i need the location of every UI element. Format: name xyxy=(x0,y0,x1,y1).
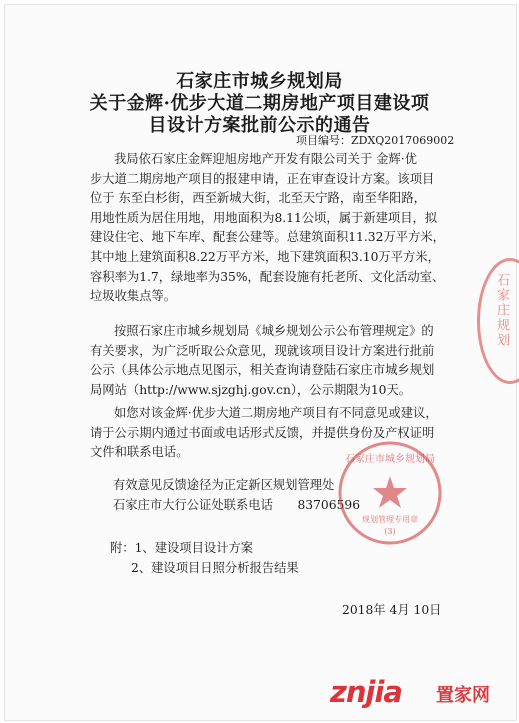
issuer-title: 石家庄市城乡规划局 xyxy=(176,71,343,92)
paragraph-line: 如您对该金辉·优步大道二期房地产项目有不同意见或建议， xyxy=(114,406,438,420)
contact-phone: 石家庄市大行公证处联系电话 83706596 xyxy=(113,498,361,512)
paragraph-line: 公示（具体公示地点见图示，相关查询请登陆石家庄市城乡规划 xyxy=(90,363,435,378)
paragraph-line: 文件和联系电话。 xyxy=(90,445,189,460)
seal-star-icon xyxy=(373,476,407,508)
issue-date: 2018年 4月 10日 xyxy=(342,603,442,617)
seal-text: 石家庄市城乡规划局 xyxy=(345,454,435,465)
project-number: 项目编号：ZDXQ2017069002 xyxy=(296,134,455,147)
official-seal xyxy=(335,438,445,548)
paragraph-publicity xyxy=(90,322,460,400)
paragraph-line: 请于公示期内通过书面或电话形式反馈，并提供身份及产权证明 xyxy=(90,425,435,440)
paragraph-line: 其中地上建筑面积8.22万平方米，地下建筑面积3.10万平方米， xyxy=(90,249,440,264)
paragraph-line: 步大道二期房地产项目的报建申请，正在审查设计方案。该项目 xyxy=(90,171,435,186)
paragraph-line: 有关要求，为广泛听取公众意见，现就该项目设计方案进行批前 xyxy=(90,343,435,358)
watermark-brand-cn: 置家网 xyxy=(436,685,490,706)
paragraph-line: 容积率为1.7，绿地率为35%，配套设施有托老所、文化活动室、 xyxy=(90,269,445,284)
notice-title-line2: 目设计方案批前公示的通告 xyxy=(148,115,371,136)
paragraph-application xyxy=(90,150,460,307)
edge-stamp-text: 石家庄规划 xyxy=(494,273,509,348)
attachment-2: 2、建设项目日照分析报告结果 xyxy=(131,561,299,575)
paragraph-line: 我局依石家庄金辉迎旭房地产开发有限公司关于 金辉·优 xyxy=(114,152,417,166)
paragraph-line: 建设住宅、地下车库、配套公建等。总建筑面积11.32万平方米， xyxy=(90,230,445,245)
seal-sub-text: 规划管理专用章 xyxy=(362,515,418,524)
website-line: 局网站（http://www.sjzghj.gov.cn），公示期限为10天。 xyxy=(90,382,412,397)
notice-title-line1: 关于金辉·优步大道二期房地产项目建设项 xyxy=(89,93,430,114)
watermark-brand-latin: znjia xyxy=(330,675,402,709)
seal-number: (3) xyxy=(384,527,396,536)
paragraph-line: 用地性质为居住用地，用地面积为8.11公顷，属于新建项目，拟 xyxy=(90,210,438,225)
paragraph-line: 垃圾收集点等。 xyxy=(90,289,177,304)
attachment-1: 附：1、建设项目设计方案 xyxy=(110,541,254,555)
paragraph-line: 位于 东至白杉街，西至新城大街，北至天宁路，南至华阳路， xyxy=(90,191,426,206)
feedback-channel: 有效意见反馈途径为正定新区规划管理处 xyxy=(113,478,335,492)
paragraph-line: 按照石家庄市城乡规划局《城乡规划公示公布管理规定》的 xyxy=(114,324,434,338)
